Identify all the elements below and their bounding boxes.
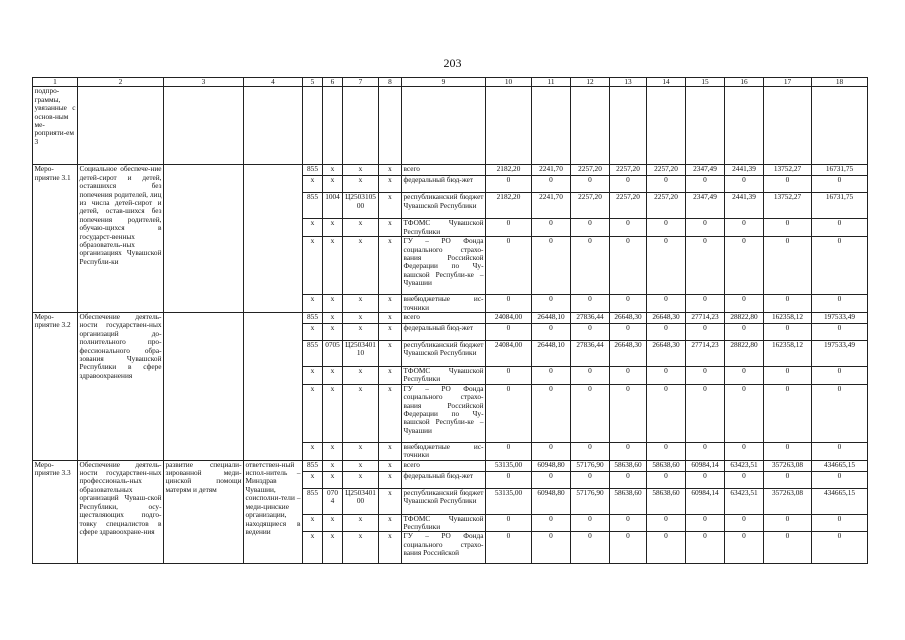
amount-cell: 0 (486, 442, 532, 460)
amount-cell: 26648,30 (610, 313, 647, 324)
amount-cell: 0 (610, 532, 647, 564)
amount-cell: 0 (486, 295, 532, 313)
code-grbs: x (303, 324, 323, 341)
code-section: x (323, 295, 343, 313)
amount-cell: 0 (812, 384, 868, 442)
code-grbs: x (303, 295, 323, 313)
amount-cell: 0 (725, 237, 764, 295)
amount-cell: 0 (686, 219, 725, 237)
empty-cell (764, 87, 812, 165)
funding-source: республиканский бюджет Чувашской Республики (402, 193, 486, 219)
amount-cell: 0 (764, 324, 812, 341)
table-row (33, 460, 868, 471)
table-row (33, 165, 868, 176)
code-expense-type: x (379, 460, 402, 471)
amount-cell: 0 (647, 442, 686, 460)
amount-cell: 0 (610, 324, 647, 341)
amount-cell: 0 (686, 471, 725, 488)
amount-cell: 0 (571, 514, 610, 532)
code-section: x (323, 460, 343, 471)
amount-cell: 0 (764, 471, 812, 488)
amount-cell: 0 (486, 324, 532, 341)
amount-cell: 2182,20 (486, 193, 532, 219)
code-expense-type: x (379, 193, 402, 219)
code-target: Ц2503401 10 (343, 341, 379, 367)
code-target: x (343, 324, 379, 341)
amount-cell: 0 (725, 532, 764, 564)
code-expense-type: x (379, 165, 402, 176)
amount-cell: 0 (647, 471, 686, 488)
amount-cell: 0 (725, 442, 764, 460)
event-executor (244, 313, 303, 461)
amount-cell: 0 (647, 219, 686, 237)
code-section: 0705 (323, 341, 343, 367)
amount-cell: 0 (571, 442, 610, 460)
continuation-label: подпро-граммы, увязанные с основ-ным ме-роприяти-ем 3 (33, 87, 78, 165)
code-section: x (323, 165, 343, 176)
amount-cell: 2257,20 (610, 165, 647, 176)
column-number: 7 (343, 78, 379, 87)
amount-cell: 58638,60 (610, 460, 647, 471)
code-section: x (323, 471, 343, 488)
amount-cell: 0 (610, 219, 647, 237)
empty-cell (379, 87, 402, 165)
code-target: Ц2503105 00 (343, 193, 379, 219)
amount-cell: 63423,51 (725, 460, 764, 471)
amount-cell: 0 (647, 532, 686, 564)
amount-cell: 28822,80 (725, 341, 764, 367)
code-expense-type: x (379, 176, 402, 193)
code-section: x (323, 313, 343, 324)
amount-cell: 357263,08 (764, 488, 812, 514)
funding-source: республиканский бюджет Чувашской Республики (402, 341, 486, 367)
code-target: x (343, 367, 379, 385)
amount-cell: 0 (610, 176, 647, 193)
amount-cell: 0 (571, 384, 610, 442)
empty-cell (486, 87, 532, 165)
event-goal (164, 165, 244, 313)
column-number: 6 (323, 78, 343, 87)
column-number: 14 (647, 78, 686, 87)
empty-cell (571, 87, 610, 165)
amount-cell: 60984,14 (686, 460, 725, 471)
amount-cell: 0 (571, 237, 610, 295)
empty-cell (303, 87, 323, 165)
code-section: x (323, 442, 343, 460)
code-grbs: x (303, 219, 323, 237)
code-grbs: x (303, 367, 323, 385)
funding-source: всего (402, 165, 486, 176)
column-number: 1 (33, 78, 78, 87)
amount-cell: 162358,12 (764, 341, 812, 367)
continuation-row (33, 87, 868, 165)
amount-cell: 2347,49 (686, 193, 725, 219)
amount-cell: 57176,90 (571, 488, 610, 514)
amount-cell: 2347,49 (686, 165, 725, 176)
code-target: x (343, 384, 379, 442)
funding-source: ТФОМС Чувашской Республики (403, 218, 484, 236)
amount-cell: 0 (812, 237, 868, 295)
amount-cell: 0 (725, 324, 764, 341)
code-target: x (343, 514, 379, 532)
funding-source: федеральный бюд-жет (402, 471, 486, 488)
column-number: 9 (402, 78, 486, 87)
amount-cell: 0 (610, 237, 647, 295)
code-expense-type: x (379, 384, 402, 442)
amount-cell: 357263,08 (764, 460, 812, 471)
funding-source: внебюджетные ис-точники (403, 294, 484, 312)
amount-cell: 0 (571, 219, 610, 237)
code-grbs: x (303, 237, 323, 295)
amount-cell: 197533,49 (812, 313, 868, 324)
column-number: 5 (303, 78, 323, 87)
code-target: x (343, 460, 379, 471)
code-target: x (343, 442, 379, 460)
funding-source: всего (402, 313, 486, 324)
amount-cell: 0 (532, 384, 571, 442)
empty-cell (402, 87, 486, 165)
amount-cell: 0 (725, 176, 764, 193)
code-expense-type: x (379, 219, 402, 237)
amount-cell: 13752,27 (764, 165, 812, 176)
code-section: 070 4 (323, 488, 343, 514)
amount-cell: 0 (571, 295, 610, 313)
empty-cell (343, 87, 379, 165)
amount-cell: 60948,80 (532, 460, 571, 471)
amount-cell: 0 (812, 442, 868, 460)
code-section: x (323, 367, 343, 385)
page-number: 203 (443, 56, 462, 70)
amount-cell: 0 (764, 367, 812, 385)
code-section: x (323, 176, 343, 193)
amount-cell: 2257,20 (571, 193, 610, 219)
amount-cell: 24084,00 (486, 341, 532, 367)
amount-cell: 2241,70 (532, 193, 571, 219)
empty-cell (244, 87, 303, 165)
code-grbs: 855 (303, 193, 323, 219)
amount-cell: 26448,10 (532, 313, 571, 324)
column-number: 11 (532, 78, 571, 87)
funding-source: федеральный бюд-жет (402, 176, 486, 193)
amount-cell: 0 (686, 237, 725, 295)
amount-cell: 0 (647, 514, 686, 532)
column-number-row (33, 78, 868, 87)
code-expense-type: x (379, 324, 402, 341)
event-label: Меро-приятие 3.2 (33, 313, 78, 461)
amount-cell: 2441,39 (725, 193, 764, 219)
funding-source: ГУ – РО Фонда социального страхо-вания Российской Федерации по Чу-вашской Республи-ке – Чувашии (402, 237, 486, 295)
amount-cell: 0 (647, 367, 686, 385)
amount-cell: 0 (686, 176, 725, 193)
amount-cell: 13752,27 (764, 193, 812, 219)
code-grbs: x (303, 532, 323, 564)
code-grbs: 855 (303, 341, 323, 367)
code-expense-type: x (379, 514, 402, 532)
code-section: x (323, 324, 343, 341)
amount-cell: 2257,20 (610, 193, 647, 219)
amount-cell: 16731,75 (812, 193, 868, 219)
amount-cell: 0 (686, 324, 725, 341)
amount-cell: 2257,20 (571, 165, 610, 176)
amount-cell: 0 (532, 295, 571, 313)
code-grbs: 855 (303, 460, 323, 471)
code-section: 1004 (323, 193, 343, 219)
funding-source: ГУ – РО Фонда социального страхо-вания Российской Федерации по Чу-вашской Республи-ке – Чувашии (402, 384, 486, 442)
amount-cell: 0 (486, 532, 532, 564)
table-row (33, 313, 868, 324)
amount-cell: 0 (647, 237, 686, 295)
code-expense-type: x (379, 442, 402, 460)
amount-cell: 0 (647, 176, 686, 193)
amount-cell: 0 (686, 295, 725, 313)
column-number: 17 (764, 78, 812, 87)
amount-cell: 2257,20 (647, 165, 686, 176)
amount-cell: 0 (725, 514, 764, 532)
funding-source: ТФОМС Чувашской Республики (403, 514, 484, 532)
amount-cell: 0 (532, 367, 571, 385)
amount-cell: 0 (812, 295, 868, 313)
funding-source: внебюджетные ис-точники (403, 442, 484, 460)
amount-cell: 57176,90 (571, 460, 610, 471)
funding-source: ГУ – РО Фонда социального страхо-вания Российской (402, 532, 486, 564)
column-number: 13 (610, 78, 647, 87)
funding-source: республиканский бюджет Чувашской Республики (402, 488, 486, 514)
code-grbs: x (303, 514, 323, 532)
amount-cell: 0 (647, 384, 686, 442)
amount-cell: 162358,12 (764, 313, 812, 324)
event-executor (244, 165, 303, 313)
code-target: x (343, 295, 379, 313)
amount-cell: 0 (686, 532, 725, 564)
amount-cell: 0 (610, 471, 647, 488)
amount-cell: 58638,60 (610, 488, 647, 514)
amount-cell: 0 (486, 367, 532, 385)
event-label: Меро-приятие 3.3 (33, 460, 78, 564)
code-grbs: x (303, 442, 323, 460)
amount-cell: 0 (764, 295, 812, 313)
event-label: Меро-приятие 3.1 (33, 165, 78, 313)
amount-cell: 434665,15 (812, 488, 868, 514)
amount-cell: 0 (571, 324, 610, 341)
amount-cell: 0 (812, 324, 868, 341)
amount-cell: 197533,49 (812, 341, 868, 367)
amount-cell: 0 (686, 442, 725, 460)
amount-cell: 0 (532, 219, 571, 237)
empty-cell (647, 87, 686, 165)
code-expense-type: x (379, 341, 402, 367)
amount-cell: 0 (812, 471, 868, 488)
amount-cell: 0 (486, 514, 532, 532)
amount-cell: 0 (764, 219, 812, 237)
amount-cell: 0 (725, 471, 764, 488)
amount-cell: 16731,75 (812, 165, 868, 176)
amount-cell: 0 (486, 237, 532, 295)
amount-cell: 0 (610, 367, 647, 385)
amount-cell: 0 (610, 384, 647, 442)
code-target: x (343, 313, 379, 324)
amount-cell: 0 (725, 367, 764, 385)
event-goal (164, 313, 244, 461)
code-target: x (343, 532, 379, 564)
code-grbs: 855 (303, 488, 323, 514)
event-goal: развитие специали-зированной меди-цинской помощи матерям и детям (164, 460, 244, 564)
amount-cell: 2241,70 (532, 165, 571, 176)
amount-cell: 27714,23 (686, 313, 725, 324)
amount-cell: 0 (571, 367, 610, 385)
amount-cell: 0 (610, 442, 647, 460)
code-target: Ц2503401 00 (343, 488, 379, 514)
event-name: Обеспечение деятель-ности государствен-ных профессиональ-ных образовательных организаций Чуваш-ской Республики, осу-ществляющих подго-товку специалистов в сфере здравоохране-ния (78, 460, 164, 564)
code-grbs: 855 (303, 313, 323, 324)
amount-cell: 24084,00 (486, 313, 532, 324)
code-target: x (343, 219, 379, 237)
amount-cell: 58638,60 (647, 488, 686, 514)
code-section: x (323, 532, 343, 564)
amount-cell: 434665,15 (812, 460, 868, 471)
event-executor: ответствен-ный испол-нитель – Минздрав Чувашии, соисполни-тели – меди-цинские организации, находящиеся в ведении (244, 460, 303, 564)
amount-cell: 0 (486, 219, 532, 237)
amount-cell: 60984,14 (686, 488, 725, 514)
event-name: Обеспечение деятель-ности государствен-ных организаций до-полнительного про-фессионального обра-зования Чувашской Республики в сфере здравоохранения (78, 313, 164, 461)
amount-cell: 0 (532, 514, 571, 532)
amount-cell: 53135,00 (486, 460, 532, 471)
amount-cell: 2441,39 (725, 165, 764, 176)
amount-cell: 0 (571, 176, 610, 193)
amount-cell: 0 (647, 295, 686, 313)
code-expense-type: x (379, 367, 402, 385)
empty-cell (532, 87, 571, 165)
amount-cell: 0 (486, 176, 532, 193)
amount-cell: 27836,44 (571, 341, 610, 367)
amount-cell: 58638,60 (647, 460, 686, 471)
column-number: 18 (812, 78, 868, 87)
amount-cell: 0 (486, 471, 532, 488)
budget-table (32, 77, 868, 564)
funding-source: ТФОМС Чувашской Республики (403, 366, 484, 384)
empty-cell (686, 87, 725, 165)
amount-cell: 0 (812, 176, 868, 193)
amount-cell: 0 (486, 384, 532, 442)
amount-cell: 26648,30 (647, 341, 686, 367)
amount-cell: 0 (764, 384, 812, 442)
column-number: 15 (686, 78, 725, 87)
amount-cell: 0 (812, 219, 868, 237)
amount-cell: 26448,10 (532, 341, 571, 367)
code-section: x (323, 219, 343, 237)
code-grbs: x (303, 471, 323, 488)
column-number: 3 (164, 78, 244, 87)
column-number: 8 (379, 78, 402, 87)
code-expense-type: x (379, 488, 402, 514)
code-grbs: x (303, 176, 323, 193)
amount-cell: 0 (610, 295, 647, 313)
event-name: Социальное обеспече-ние детей-сирот и детей, оставшихся без попечения родителей, лиц из числа детей-сирот и детей, остав-шихся без попечения родителей, обучаю-щихся в государст-венных образователь-ных организациях Чувашской Республи-ки (78, 165, 164, 313)
amount-cell: 27836,44 (571, 313, 610, 324)
amount-cell: 0 (686, 367, 725, 385)
amount-cell: 0 (812, 514, 868, 532)
code-expense-type: x (379, 237, 402, 295)
amount-cell: 0 (764, 532, 812, 564)
amount-cell: 0 (571, 532, 610, 564)
column-number: 2 (78, 78, 164, 87)
code-target: x (343, 165, 379, 176)
funding-source: всего (402, 460, 486, 471)
column-number: 10 (486, 78, 532, 87)
column-number: 16 (725, 78, 764, 87)
amount-cell: 0 (812, 367, 868, 385)
amount-cell: 0 (647, 324, 686, 341)
funding-source: федеральный бюд-жет (402, 324, 486, 341)
amount-cell: 0 (725, 384, 764, 442)
amount-cell: 26648,30 (647, 313, 686, 324)
code-expense-type: x (379, 295, 402, 313)
code-section: x (323, 514, 343, 532)
amount-cell: 0 (532, 324, 571, 341)
code-target: x (343, 237, 379, 295)
code-expense-type: x (379, 471, 402, 488)
amount-cell: 0 (532, 471, 571, 488)
amount-cell: 27714,23 (686, 341, 725, 367)
empty-cell (78, 87, 164, 165)
empty-cell (610, 87, 647, 165)
code-target: x (343, 176, 379, 193)
amount-cell: 60948,80 (532, 488, 571, 514)
amount-cell: 0 (764, 237, 812, 295)
amount-cell: 0 (764, 514, 812, 532)
amount-cell: 53135,00 (486, 488, 532, 514)
amount-cell: 0 (686, 384, 725, 442)
amount-cell: 63423,51 (725, 488, 764, 514)
amount-cell: 0 (764, 176, 812, 193)
amount-cell: 2257,20 (647, 193, 686, 219)
column-number: 4 (244, 78, 303, 87)
code-expense-type: x (379, 532, 402, 564)
code-target: x (343, 471, 379, 488)
code-section: x (323, 384, 343, 442)
amount-cell: 28822,80 (725, 313, 764, 324)
amount-cell: 0 (610, 514, 647, 532)
amount-cell: 0 (532, 532, 571, 564)
code-section: x (323, 237, 343, 295)
amount-cell: 0 (571, 471, 610, 488)
amount-cell: 0 (725, 295, 764, 313)
code-expense-type: x (379, 313, 402, 324)
column-number: 12 (571, 78, 610, 87)
amount-cell: 26648,30 (610, 341, 647, 367)
amount-cell: 0 (686, 514, 725, 532)
empty-cell (164, 87, 244, 165)
amount-cell: 0 (764, 442, 812, 460)
code-grbs: x (303, 384, 323, 442)
empty-cell (725, 87, 764, 165)
amount-cell: 0 (532, 176, 571, 193)
empty-cell (323, 87, 343, 165)
amount-cell: 2182,20 (486, 165, 532, 176)
amount-cell: 0 (812, 532, 868, 564)
code-grbs: 855 (303, 165, 323, 176)
amount-cell: 0 (532, 442, 571, 460)
amount-cell: 0 (532, 237, 571, 295)
empty-cell (812, 87, 868, 165)
amount-cell: 0 (725, 219, 764, 237)
